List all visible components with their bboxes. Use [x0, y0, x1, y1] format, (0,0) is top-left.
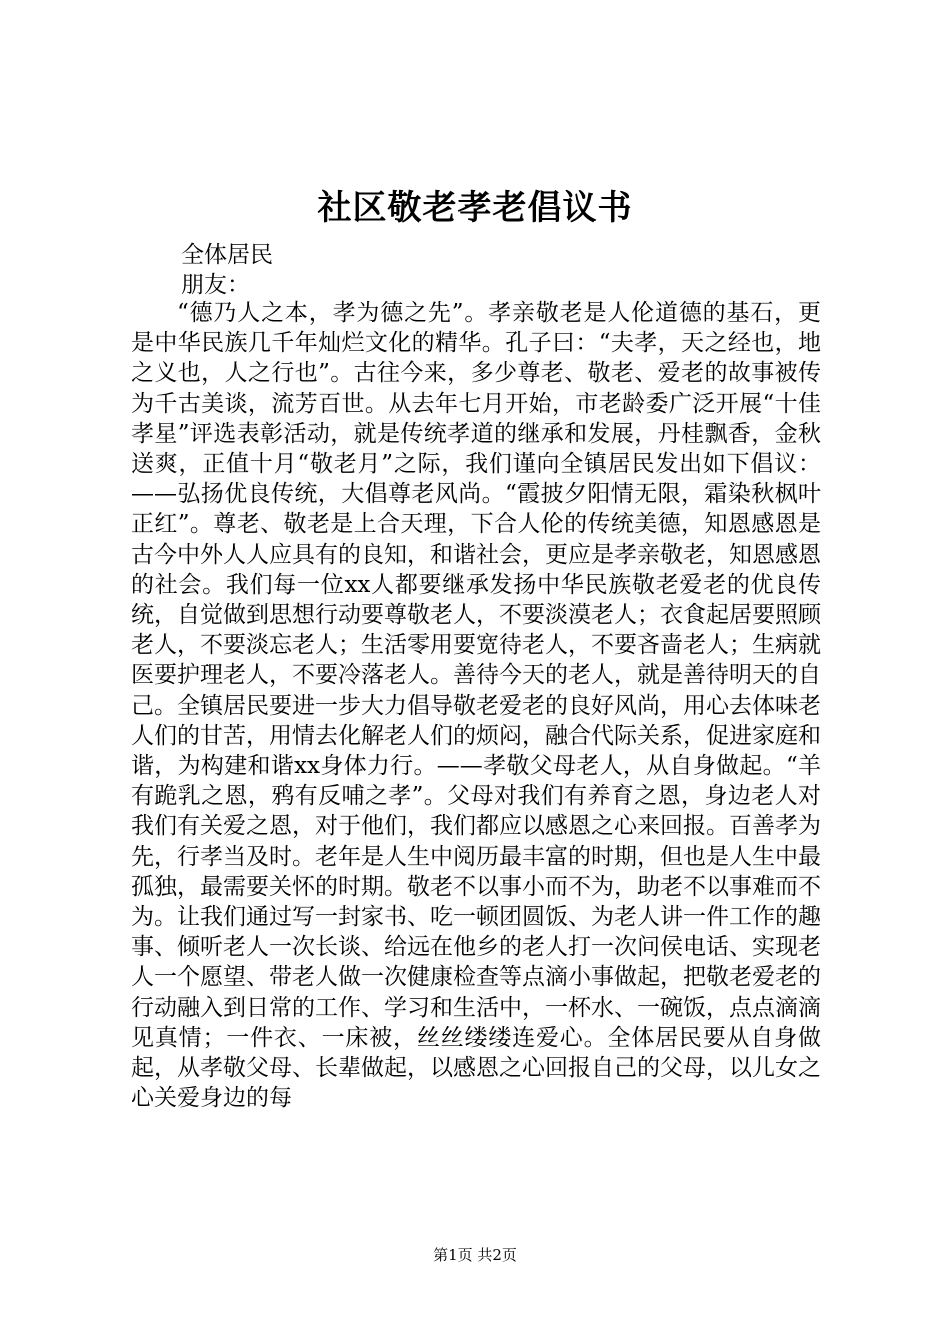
page-footer: 第1页 共2页: [433, 1246, 517, 1264]
body-paragraph: “德乃人之本，孝为德之先”。孝亲敬老是人伦道德的基石，更是中华民族几千年灿烂文化的精华。孔子曰：“夫孝，天之经也，地之义也，人之行也”。古往今来，多少尊老、敬老、爱老的故事被传为千古美谈，流芳百世。从去年七月开始，市老龄委广泛开展“十佳孝星”评选表彰活动，就是传统孝道的继承和发展，丹桂飘香，金秋送爽，正值十月“敬老月”之际，我们谨向全镇居民发出如下倡议：——弘扬优良传统，大倡尊老风尚。“霞披夕阳情无限，霜染秋枫叶正红”。尊老、敬老是上合天理，下合人伦的传统美德，知恩感恩是古今中外人人应具有的良知，和谐社会，更应是孝亲敬老，知恩感恩的社会。我们每一位xx人都要继承发扬中华民族敬老爱老的优良传统，自觉做到思想行动要尊敬老人，不要淡漠老人；衣食起居要照顾老人，不要淡忘老人；生活零用要宽待老人，不要吝啬老人；生病就医要护理老人，不要冷落老人。善待今天的老人，就是善待明天的自己。全镇居民要进一步大力倡导敬老爱老的良好风尚，用心去体味老人们的甘苦，用情去化解老人们的烦闷，融合代际关系，促进家庭和谐，为构建和谐xx身体力行。——孝敬父母老人，从自身做起。“羊有跪乳之恩，鸦有反哺之孝”。父母对我们有养育之恩，身边老人对我们有关爱之恩，对于他们，我们都应以感恩之心来回报。百善孝为先，行孝当及时。老年是人生中阅历最丰富的时期，但也是人生中最孤独，最需要关怀的时期。敬老不以事小而不为，助老不以事难而不为。让我们通过写一封家书、吃一顿团圆饭、为老人讲一件工作的趣事、倾听老人一次长谈、给远在他乡的老人打一次问侯电话、实现老人一个愿望、带老人做一次健康检查等点滴小事做起，把敬老爱老的行动融入到日常的工作、学习和生活中，一杯水、一碗饭，点点滴滴见真情；一件衣、一床被，丝丝缕缕连爱心。全体居民要从自身做起，从孝敬父母、长辈做起，以感恩之心回报自己的父母，以儿女之心关爱身边的每: [131, 300, 821, 1112]
salutation-line-2: 朋友：: [181, 272, 250, 298]
document-title: 社区敬老孝老倡议书: [317, 188, 633, 228]
salutation-line-1: 全体居民: [181, 242, 273, 268]
